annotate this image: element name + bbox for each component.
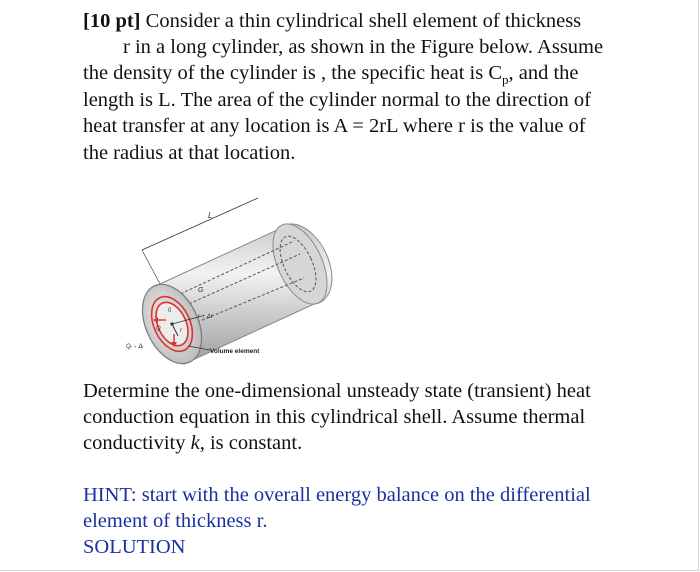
label-L: L: [208, 211, 213, 220]
k-symbol: k: [190, 432, 200, 454]
problem-line-2: r in a long cylinder, as shown in the Figure below. Assume: [123, 36, 604, 58]
label-Q-r-dr: Qᵣ ₊ Δᵣ: [126, 344, 144, 350]
problem-line-1: [10 pt] Consider a thin cylindrical shell element of thickness: [83, 10, 582, 32]
label-r-dr: r + Δr: [198, 314, 213, 320]
problem-line-6: the radius at that location.: [83, 142, 296, 164]
length-dimension-line: [142, 198, 258, 250]
hint-line-1: HINT: start with the overall energy balance on the differential: [83, 484, 591, 506]
label-Q: Q: [156, 326, 161, 332]
task-line-1: Determine the one-dimensional unsteady state (transient) heat: [83, 380, 591, 402]
task-line-2: conduction equation in this cylindrical shell. Assume thermal: [83, 406, 586, 428]
problem-line-3: the density of the cylinder is , the specific heat is $C_p$, and the: [83, 62, 579, 88]
label-r: r: [180, 328, 182, 334]
cylinder-figure: [118, 196, 378, 366]
label-volume-element: Volume element: [210, 348, 260, 355]
label-0: 0: [168, 308, 172, 314]
problem-line-5: heat transfer at any location is A = 2rL where r is the value of: [83, 115, 586, 137]
cp-subscript: p: [502, 72, 509, 88]
length-extension-left: [142, 250, 160, 284]
points-label: [10 pt]: [83, 10, 141, 32]
problem-line-4: length is L. The area of the cylinder normal to the direction of: [83, 89, 591, 111]
solution-label: SOLUTION: [83, 536, 186, 558]
task-line-3: conductivity k, is constant.: [83, 432, 303, 454]
label-G: G: [198, 287, 204, 294]
hint-line-2: element of thickness r.: [83, 510, 268, 532]
